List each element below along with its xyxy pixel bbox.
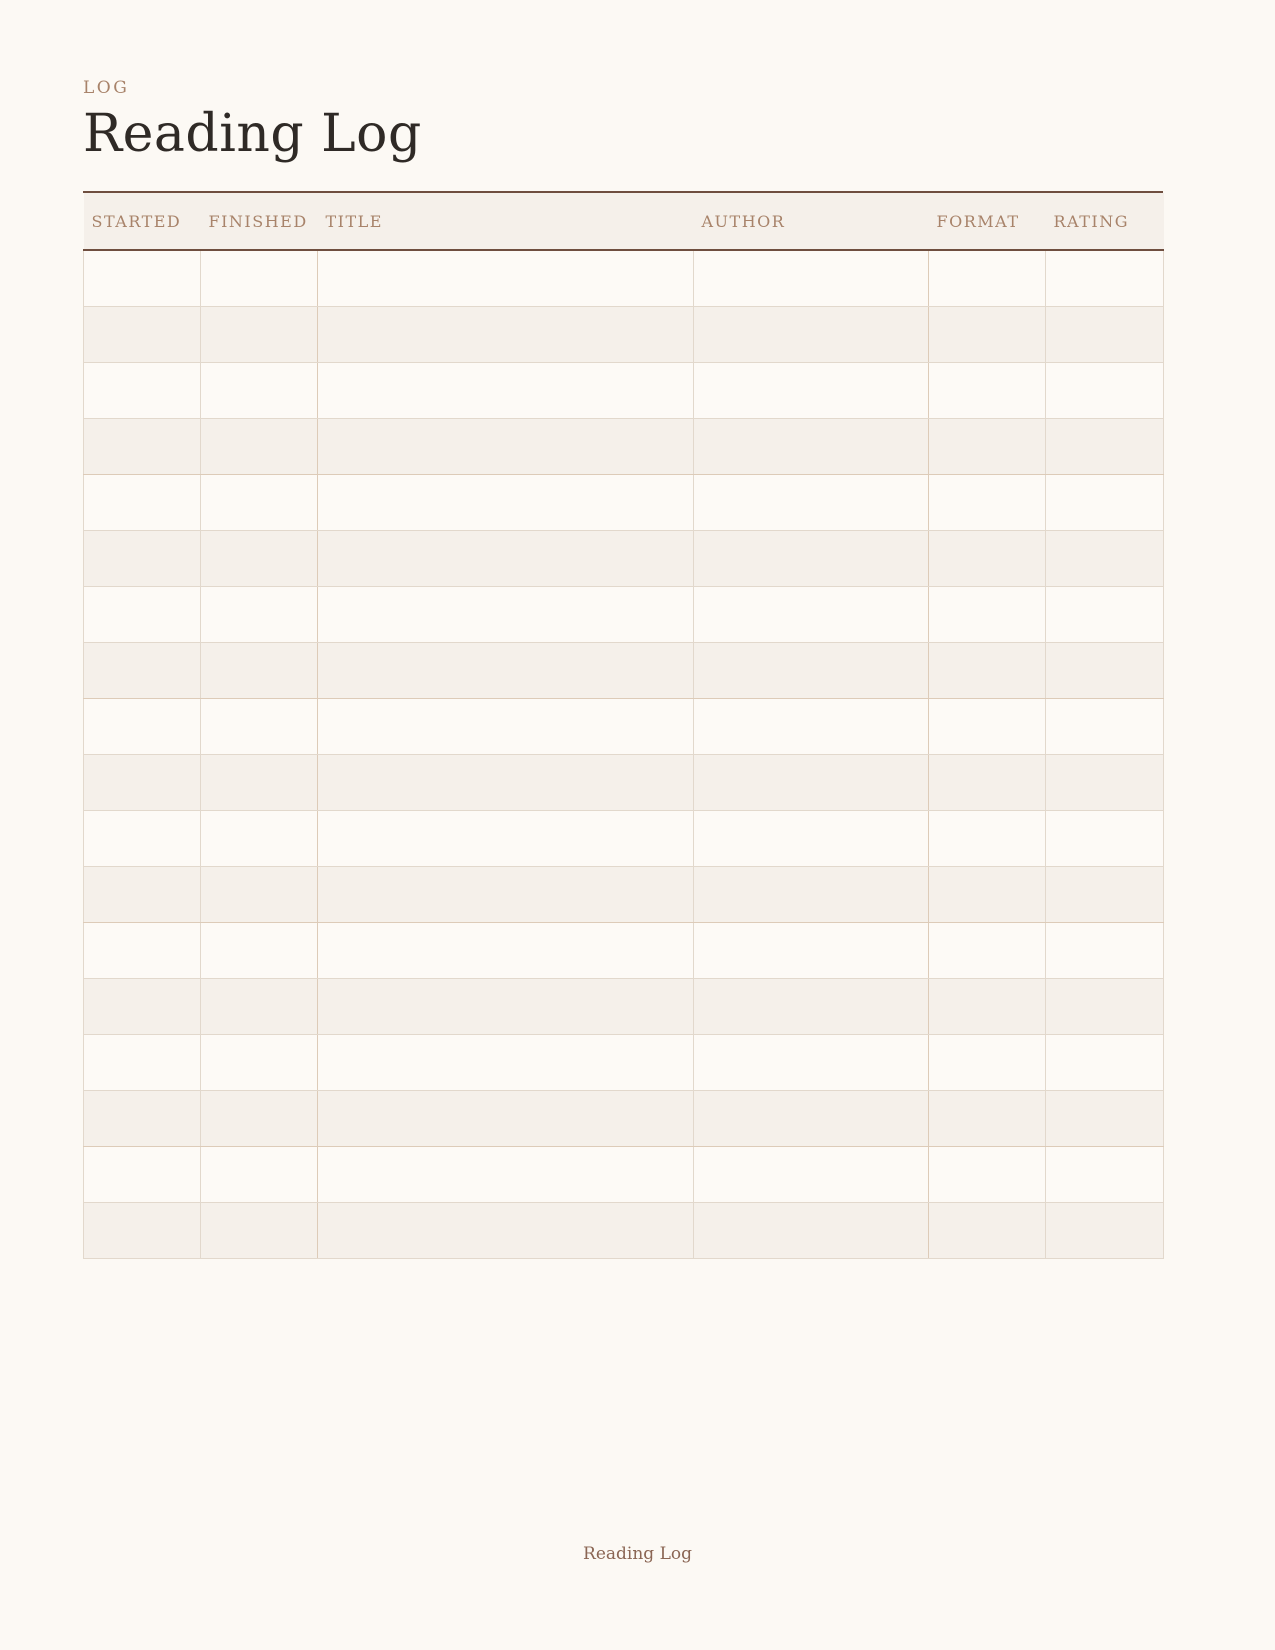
cell-format[interactable] bbox=[929, 1091, 1046, 1147]
cell-finished[interactable] bbox=[201, 867, 318, 923]
table-row bbox=[84, 699, 1164, 755]
cell-title[interactable] bbox=[318, 979, 694, 1035]
cell-format[interactable] bbox=[929, 587, 1046, 643]
column-header-rating: RATING bbox=[1046, 193, 1164, 250]
table-row bbox=[84, 475, 1164, 531]
cell-started[interactable] bbox=[84, 1035, 201, 1091]
cell-format[interactable] bbox=[929, 307, 1046, 363]
cell-rating[interactable] bbox=[1046, 363, 1164, 419]
column-header-format: FORMAT bbox=[929, 193, 1046, 250]
table-row bbox=[84, 1035, 1164, 1091]
cell-rating[interactable] bbox=[1046, 531, 1164, 587]
cell-title[interactable] bbox=[318, 475, 694, 531]
column-header-author: AUTHOR bbox=[694, 193, 929, 250]
table-row bbox=[84, 979, 1164, 1035]
cell-author[interactable] bbox=[694, 1035, 929, 1091]
cell-author[interactable] bbox=[694, 250, 929, 307]
page-title: Reading Log bbox=[83, 104, 422, 164]
reading-log-table bbox=[83, 193, 1164, 1259]
cell-title[interactable] bbox=[318, 755, 694, 811]
table-row bbox=[84, 307, 1164, 363]
cell-author[interactable] bbox=[694, 419, 929, 475]
cell-title[interactable] bbox=[318, 587, 694, 643]
cell-finished[interactable] bbox=[201, 531, 318, 587]
cell-format[interactable] bbox=[929, 1035, 1046, 1091]
cell-format[interactable] bbox=[929, 643, 1046, 699]
table-body bbox=[84, 250, 1164, 1259]
cell-title[interactable] bbox=[318, 643, 694, 699]
table-header-row bbox=[84, 193, 1164, 250]
cell-format[interactable] bbox=[929, 923, 1046, 979]
cell-format[interactable] bbox=[929, 531, 1046, 587]
cell-author[interactable] bbox=[694, 531, 929, 587]
cell-finished[interactable] bbox=[201, 811, 318, 867]
cell-started[interactable] bbox=[84, 923, 201, 979]
cell-started[interactable] bbox=[84, 643, 201, 699]
cell-author[interactable] bbox=[694, 643, 929, 699]
cell-rating[interactable] bbox=[1046, 1203, 1164, 1259]
cell-rating[interactable] bbox=[1046, 755, 1164, 811]
cell-author[interactable] bbox=[694, 587, 929, 643]
cell-format[interactable] bbox=[929, 755, 1046, 811]
cell-finished[interactable] bbox=[201, 307, 318, 363]
cell-finished[interactable] bbox=[201, 1203, 318, 1259]
cell-finished[interactable] bbox=[201, 755, 318, 811]
cell-title[interactable] bbox=[318, 1035, 694, 1091]
cell-title[interactable] bbox=[318, 811, 694, 867]
cell-title[interactable] bbox=[318, 419, 694, 475]
cell-started[interactable] bbox=[84, 307, 201, 363]
cell-finished[interactable] bbox=[201, 1147, 318, 1203]
page-footer: Reading Log bbox=[583, 1544, 692, 1564]
cell-rating[interactable] bbox=[1046, 867, 1164, 923]
cell-started[interactable] bbox=[84, 250, 201, 307]
cell-format[interactable] bbox=[929, 1203, 1046, 1259]
cell-rating[interactable] bbox=[1046, 643, 1164, 699]
cell-title[interactable] bbox=[318, 307, 694, 363]
cell-started[interactable] bbox=[84, 699, 201, 755]
page-eyebrow: LOG bbox=[83, 78, 130, 98]
cell-rating[interactable] bbox=[1046, 699, 1164, 755]
cell-finished[interactable] bbox=[201, 1035, 318, 1091]
cell-title[interactable] bbox=[318, 1147, 694, 1203]
cell-finished[interactable] bbox=[201, 1091, 318, 1147]
cell-format[interactable] bbox=[929, 475, 1046, 531]
cell-finished[interactable] bbox=[201, 587, 318, 643]
table-row bbox=[84, 643, 1164, 699]
cell-started[interactable] bbox=[84, 475, 201, 531]
cell-rating[interactable] bbox=[1046, 923, 1164, 979]
cell-title[interactable] bbox=[318, 363, 694, 419]
column-header-finished: FINISHED bbox=[201, 193, 318, 250]
table-row bbox=[84, 1203, 1164, 1259]
table-row bbox=[84, 1147, 1164, 1203]
cell-format[interactable] bbox=[929, 811, 1046, 867]
cell-format[interactable] bbox=[929, 867, 1046, 923]
cell-finished[interactable] bbox=[201, 250, 318, 307]
table-row bbox=[84, 923, 1164, 979]
table-row bbox=[84, 867, 1164, 923]
cell-author[interactable] bbox=[694, 363, 929, 419]
cell-finished[interactable] bbox=[201, 923, 318, 979]
cell-started[interactable] bbox=[84, 867, 201, 923]
cell-author[interactable] bbox=[694, 699, 929, 755]
cell-rating[interactable] bbox=[1046, 587, 1164, 643]
table-row bbox=[84, 531, 1164, 587]
cell-started[interactable] bbox=[84, 531, 201, 587]
cell-finished[interactable] bbox=[201, 979, 318, 1035]
cell-author[interactable] bbox=[694, 867, 929, 923]
cell-author[interactable] bbox=[694, 811, 929, 867]
cell-rating[interactable] bbox=[1046, 1035, 1164, 1091]
cell-started[interactable] bbox=[84, 755, 201, 811]
cell-format[interactable] bbox=[929, 1147, 1046, 1203]
table-row bbox=[84, 250, 1164, 307]
cell-format[interactable] bbox=[929, 363, 1046, 419]
table-row bbox=[84, 587, 1164, 643]
cell-rating[interactable] bbox=[1046, 1147, 1164, 1203]
cell-title[interactable] bbox=[318, 1091, 694, 1147]
cell-format[interactable] bbox=[929, 699, 1046, 755]
cell-started[interactable] bbox=[84, 587, 201, 643]
cell-started[interactable] bbox=[84, 1147, 201, 1203]
cell-author[interactable] bbox=[694, 755, 929, 811]
column-header-title: TITLE bbox=[318, 193, 694, 250]
table-row bbox=[84, 811, 1164, 867]
cell-rating[interactable] bbox=[1046, 475, 1164, 531]
cell-author[interactable] bbox=[694, 979, 929, 1035]
cell-started[interactable] bbox=[84, 1091, 201, 1147]
cell-title[interactable] bbox=[318, 250, 694, 307]
table-row bbox=[84, 419, 1164, 475]
cell-title[interactable] bbox=[318, 531, 694, 587]
table-row bbox=[84, 363, 1164, 419]
cell-title[interactable] bbox=[318, 923, 694, 979]
cell-started[interactable] bbox=[84, 419, 201, 475]
cell-author[interactable] bbox=[694, 1147, 929, 1203]
cell-format[interactable] bbox=[929, 250, 1046, 307]
table-row bbox=[84, 755, 1164, 811]
cell-rating[interactable] bbox=[1046, 1091, 1164, 1147]
cell-rating[interactable] bbox=[1046, 419, 1164, 475]
cell-started[interactable] bbox=[84, 811, 201, 867]
cell-rating[interactable] bbox=[1046, 811, 1164, 867]
cell-rating[interactable] bbox=[1046, 307, 1164, 363]
cell-format[interactable] bbox=[929, 979, 1046, 1035]
cell-started[interactable] bbox=[84, 979, 201, 1035]
cell-author[interactable] bbox=[694, 1091, 929, 1147]
table-row bbox=[84, 1091, 1164, 1147]
cell-author[interactable] bbox=[694, 923, 929, 979]
column-header-started: STARTED bbox=[84, 193, 201, 250]
cell-format[interactable] bbox=[929, 419, 1046, 475]
cell-started[interactable] bbox=[84, 363, 201, 419]
cell-finished[interactable] bbox=[201, 419, 318, 475]
cell-author[interactable] bbox=[694, 307, 929, 363]
cell-started[interactable] bbox=[84, 1203, 201, 1259]
cell-finished[interactable] bbox=[201, 699, 318, 755]
cell-rating[interactable] bbox=[1046, 250, 1164, 307]
cell-finished[interactable] bbox=[201, 475, 318, 531]
cell-finished[interactable] bbox=[201, 363, 318, 419]
cell-rating[interactable] bbox=[1046, 979, 1164, 1035]
cell-title[interactable] bbox=[318, 1203, 694, 1259]
cell-author[interactable] bbox=[694, 1203, 929, 1259]
cell-author[interactable] bbox=[694, 475, 929, 531]
cell-title[interactable] bbox=[318, 699, 694, 755]
cell-finished[interactable] bbox=[201, 643, 318, 699]
cell-title[interactable] bbox=[318, 867, 694, 923]
